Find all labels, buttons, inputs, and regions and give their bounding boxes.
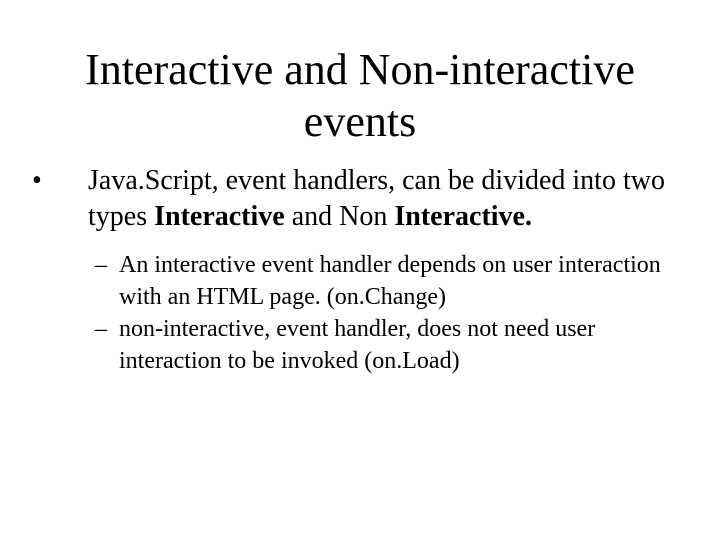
sub-bullet-text: An interactive event handler depends on user interaction with an HTML page. (on.Change) bbox=[119, 252, 661, 310]
sub-bullet-list bbox=[0, 249, 720, 377]
slide-body bbox=[0, 163, 720, 377]
bullet-bold-non-interactive: Interactive. bbox=[394, 201, 532, 232]
bullet-item bbox=[32, 163, 688, 235]
bullet-bold-interactive: Interactive bbox=[154, 201, 285, 232]
slide-title bbox=[40, 44, 680, 148]
sub-bullet-item bbox=[95, 313, 699, 377]
slide-title-line-2: events bbox=[303, 97, 417, 146]
bullet-text-part-1: Java.Script, event handlers, can be divided into two types bbox=[88, 165, 665, 232]
bullet-marker: • bbox=[32, 165, 42, 196]
sub-bullet-text: non-interactive, event handler, does not need user interaction to be invoked (on.Load) bbox=[119, 316, 596, 374]
sub-bullet-item bbox=[95, 249, 699, 313]
slide-title-line-1: Interactive and Non-interactive bbox=[85, 45, 635, 94]
bullet-text-part-2: and Non bbox=[284, 201, 395, 232]
sub-bullet-marker: – bbox=[95, 252, 107, 278]
sub-bullet-marker: – bbox=[95, 316, 107, 342]
